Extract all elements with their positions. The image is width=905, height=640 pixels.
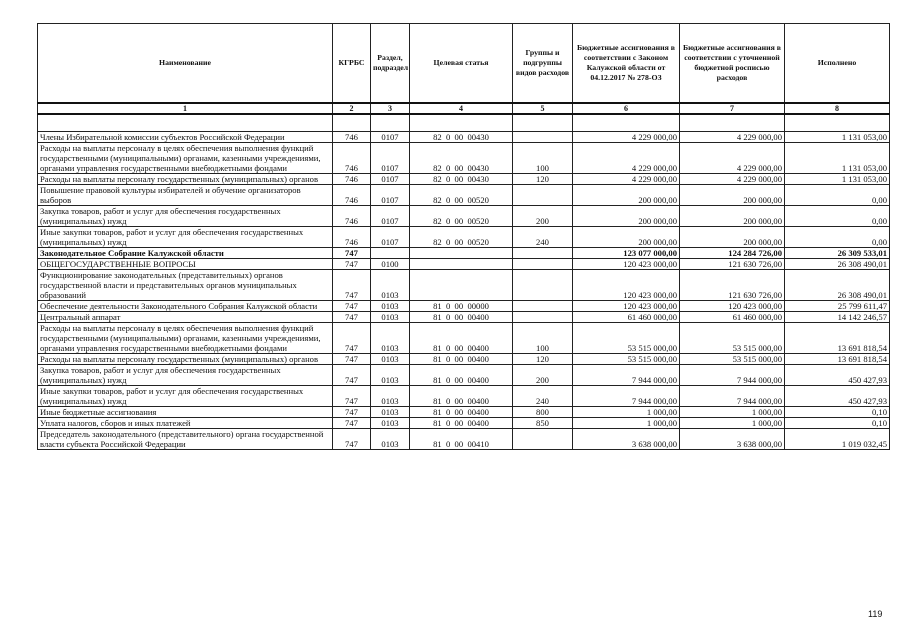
row-name: Расходы на выплаты персоналу в целях обеспечения выполнения функций государственными (муниципальными) органами, казенными учреждениями, органами управления государственными внебюджетными фондами bbox=[38, 143, 333, 174]
row-target-article bbox=[410, 270, 513, 301]
row-name: Расходы на выплаты персоналу государственных (муниципальных) органов bbox=[38, 354, 333, 365]
row-budget-refined: 4 229 000,00 bbox=[680, 132, 785, 143]
row-target-article: 81 0 00 00400 bbox=[410, 407, 513, 418]
header-row bbox=[38, 24, 890, 104]
row-expense-group bbox=[513, 132, 573, 143]
row-kgrbs: 747 bbox=[333, 248, 371, 259]
row-executed: 450 427,93 bbox=[785, 365, 890, 386]
row-name: Расходы на выплаты персоналу государственных (муниципальных) органов bbox=[38, 174, 333, 185]
header-kgrbs: КГРБС bbox=[333, 24, 371, 104]
row-section: 0103 bbox=[371, 301, 410, 312]
row-budget-refined: 200 000,00 bbox=[680, 227, 785, 248]
row-section: 0107 bbox=[371, 132, 410, 143]
row-section: 0103 bbox=[371, 418, 410, 429]
row-kgrbs: 747 bbox=[333, 365, 371, 386]
row-executed: 1 131 053,00 bbox=[785, 132, 890, 143]
row-budget-law: 4 229 000,00 bbox=[573, 174, 680, 185]
row-expense-group: 800 bbox=[513, 407, 573, 418]
row-budget-law: 4 229 000,00 bbox=[573, 132, 680, 143]
row-name: Обеспечение деятельности Законодательного Собрания Калужской области bbox=[38, 301, 333, 312]
row-target-article: 81 0 00 00400 bbox=[410, 365, 513, 386]
row-budget-law: 120 423 000,00 bbox=[573, 301, 680, 312]
row-expense-group: 240 bbox=[513, 227, 573, 248]
row-executed: 1 131 053,00 bbox=[785, 143, 890, 174]
row-target-article: 81 0 00 00400 bbox=[410, 354, 513, 365]
row-kgrbs: 746 bbox=[333, 143, 371, 174]
row-kgrbs: 746 bbox=[333, 174, 371, 185]
row-budget-law: 120 423 000,00 bbox=[573, 259, 680, 270]
header-expense-group: Группы и подгруппы видов расходов bbox=[513, 24, 573, 104]
row-budget-refined: 4 229 000,00 bbox=[680, 174, 785, 185]
row-section: 0103 bbox=[371, 407, 410, 418]
column-number: 7 bbox=[680, 103, 785, 114]
column-number: 4 bbox=[410, 103, 513, 114]
row-kgrbs: 747 bbox=[333, 418, 371, 429]
row-budget-law: 200 000,00 bbox=[573, 206, 680, 227]
row-budget-refined: 1 000,00 bbox=[680, 418, 785, 429]
row-section: 0103 bbox=[371, 429, 410, 450]
row-kgrbs: 747 bbox=[333, 301, 371, 312]
row-target-article: 81 0 00 00400 bbox=[410, 386, 513, 407]
row-budget-refined: 3 638 000,00 bbox=[680, 429, 785, 450]
row-budget-refined: 7 944 000,00 bbox=[680, 365, 785, 386]
table-row bbox=[38, 323, 890, 354]
row-executed: 26 308 490,01 bbox=[785, 270, 890, 301]
table-row bbox=[38, 248, 890, 259]
row-target-article: 82 0 00 00430 bbox=[410, 132, 513, 143]
row-executed: 1 019 032,45 bbox=[785, 429, 890, 450]
row-budget-law: 7 944 000,00 bbox=[573, 386, 680, 407]
row-expense-group bbox=[513, 259, 573, 270]
row-expense-group: 850 bbox=[513, 418, 573, 429]
row-name: Иные закупки товаров, работ и услуг для обеспечения государственных (муниципальных) нужд bbox=[38, 386, 333, 407]
row-budget-law: 200 000,00 bbox=[573, 185, 680, 206]
column-number: 8 bbox=[785, 103, 890, 114]
page-number: 119 bbox=[868, 609, 883, 619]
table-row bbox=[38, 132, 890, 143]
header-executed: Исполнено bbox=[785, 24, 890, 104]
header-target-article: Целевая статья bbox=[410, 24, 513, 104]
row-kgrbs: 746 bbox=[333, 132, 371, 143]
row-budget-law: 120 423 000,00 bbox=[573, 270, 680, 301]
row-name: Расходы на выплаты персоналу в целях обеспечения выполнения функций государственными (муниципальными) органами, казенными учреждениями, органами управления государственными внебюджетными фондами bbox=[38, 323, 333, 354]
row-target-article: 81 0 00 00400 bbox=[410, 418, 513, 429]
row-name: Центральный аппарат bbox=[38, 312, 333, 323]
row-target-article bbox=[410, 248, 513, 259]
row-kgrbs: 747 bbox=[333, 354, 371, 365]
row-expense-group bbox=[513, 429, 573, 450]
table-row bbox=[38, 259, 890, 270]
row-kgrbs: 747 bbox=[333, 270, 371, 301]
row-budget-refined: 200 000,00 bbox=[680, 206, 785, 227]
row-executed: 0,10 bbox=[785, 407, 890, 418]
row-target-article: 81 0 00 00400 bbox=[410, 323, 513, 354]
row-expense-group bbox=[513, 248, 573, 259]
row-budget-law: 3 638 000,00 bbox=[573, 429, 680, 450]
row-target-article: 81 0 00 00000 bbox=[410, 301, 513, 312]
table-row bbox=[38, 206, 890, 227]
row-section bbox=[371, 248, 410, 259]
header-budget-law: Бюджетные ассигнования в соответствии с Законом Калужской области от 04.12.2017 № 278-ОЗ bbox=[573, 24, 680, 104]
row-section: 0103 bbox=[371, 270, 410, 301]
row-kgrbs: 747 bbox=[333, 429, 371, 450]
row-section: 0103 bbox=[371, 312, 410, 323]
row-expense-group: 120 bbox=[513, 174, 573, 185]
column-number: 3 bbox=[371, 103, 410, 114]
table-row bbox=[38, 174, 890, 185]
row-budget-law: 53 515 000,00 bbox=[573, 354, 680, 365]
column-number: 5 bbox=[513, 103, 573, 114]
row-executed: 450 427,93 bbox=[785, 386, 890, 407]
table-row bbox=[38, 354, 890, 365]
column-number: 2 bbox=[333, 103, 371, 114]
row-expense-group bbox=[513, 312, 573, 323]
row-executed: 25 799 611,47 bbox=[785, 301, 890, 312]
row-budget-law: 200 000,00 bbox=[573, 227, 680, 248]
row-section: 0107 bbox=[371, 143, 410, 174]
row-executed: 26 309 533,01 bbox=[785, 248, 890, 259]
row-expense-group: 100 bbox=[513, 143, 573, 174]
row-section: 0107 bbox=[371, 206, 410, 227]
column-number: 1 bbox=[38, 103, 333, 114]
row-kgrbs: 747 bbox=[333, 323, 371, 354]
table-row bbox=[38, 386, 890, 407]
row-executed: 13 691 818,54 bbox=[785, 323, 890, 354]
row-budget-law: 61 460 000,00 bbox=[573, 312, 680, 323]
row-section: 0103 bbox=[371, 354, 410, 365]
table-row bbox=[38, 418, 890, 429]
row-name: Повышение правовой культуры избирателей и обучение организаторов выборов bbox=[38, 185, 333, 206]
header-section: Раздел, подраздел bbox=[371, 24, 410, 104]
row-section: 0107 bbox=[371, 174, 410, 185]
row-kgrbs: 747 bbox=[333, 312, 371, 323]
row-target-article: 82 0 00 00430 bbox=[410, 143, 513, 174]
row-name: Иные закупки товаров, работ и услуг для обеспечения государственных (муниципальных) нужд bbox=[38, 227, 333, 248]
table-row bbox=[38, 227, 890, 248]
row-section: 0103 bbox=[371, 323, 410, 354]
row-budget-refined: 1 000,00 bbox=[680, 407, 785, 418]
table-row bbox=[38, 185, 890, 206]
row-kgrbs: 746 bbox=[333, 227, 371, 248]
row-kgrbs: 747 bbox=[333, 386, 371, 407]
row-name: Председатель законодательного (представительного) органа государственной власти субъекта Российской Федерации bbox=[38, 429, 333, 450]
row-budget-law: 123 077 000,00 bbox=[573, 248, 680, 259]
row-name: Функционирование законодательных (представительных) органов государственной власти и представительных органов муниципальных образований bbox=[38, 270, 333, 301]
row-budget-refined: 121 630 726,00 bbox=[680, 259, 785, 270]
row-executed: 0,00 bbox=[785, 206, 890, 227]
row-kgrbs: 746 bbox=[333, 185, 371, 206]
row-expense-group: 200 bbox=[513, 206, 573, 227]
row-budget-refined: 7 944 000,00 bbox=[680, 386, 785, 407]
row-expense-group: 100 bbox=[513, 323, 573, 354]
row-executed: 0,10 bbox=[785, 418, 890, 429]
row-budget-refined: 53 515 000,00 bbox=[680, 354, 785, 365]
row-executed: 14 142 246,57 bbox=[785, 312, 890, 323]
row-section: 0107 bbox=[371, 185, 410, 206]
row-target-article: 81 0 00 00400 bbox=[410, 312, 513, 323]
row-target-article bbox=[410, 259, 513, 270]
header-name: Наименование bbox=[38, 24, 333, 104]
row-section: 0100 bbox=[371, 259, 410, 270]
row-executed: 0,00 bbox=[785, 227, 890, 248]
column-number: 6 bbox=[573, 103, 680, 114]
header-budget-refined: Бюджетные ассигнования в соответствии с уточненной бюджетной росписью расходов bbox=[680, 24, 785, 104]
table-row bbox=[38, 429, 890, 450]
row-expense-group bbox=[513, 185, 573, 206]
row-expense-group: 120 bbox=[513, 354, 573, 365]
row-name: Закупка товаров, работ и услуг для обеспечения государственных (муниципальных) нужд bbox=[38, 365, 333, 386]
row-expense-group: 200 bbox=[513, 365, 573, 386]
row-executed: 1 131 053,00 bbox=[785, 174, 890, 185]
table-row bbox=[38, 270, 890, 301]
row-kgrbs: 747 bbox=[333, 259, 371, 270]
row-target-article: 82 0 00 00520 bbox=[410, 206, 513, 227]
spacer-row bbox=[38, 114, 890, 132]
row-target-article: 81 0 00 00410 bbox=[410, 429, 513, 450]
table-row bbox=[38, 143, 890, 174]
row-executed: 13 691 818,54 bbox=[785, 354, 890, 365]
budget-table bbox=[37, 23, 890, 450]
table-row bbox=[38, 407, 890, 418]
table-row bbox=[38, 365, 890, 386]
row-budget-law: 53 515 000,00 bbox=[573, 323, 680, 354]
row-kgrbs: 746 bbox=[333, 206, 371, 227]
row-budget-refined: 124 284 726,00 bbox=[680, 248, 785, 259]
row-executed: 0,00 bbox=[785, 185, 890, 206]
table-row bbox=[38, 312, 890, 323]
table-row bbox=[38, 301, 890, 312]
row-budget-refined: 200 000,00 bbox=[680, 185, 785, 206]
row-target-article: 82 0 00 00520 bbox=[410, 227, 513, 248]
row-budget-refined: 4 229 000,00 bbox=[680, 143, 785, 174]
row-budget-law: 7 944 000,00 bbox=[573, 365, 680, 386]
row-name: Законодательное Собрание Калужской области bbox=[38, 248, 333, 259]
row-name: Члены Избирательной комиссии субъектов Российской Федерации bbox=[38, 132, 333, 143]
row-budget-refined: 121 630 726,00 bbox=[680, 270, 785, 301]
row-name: Уплата налогов, сборов и иных платежей bbox=[38, 418, 333, 429]
row-budget-refined: 53 515 000,00 bbox=[680, 323, 785, 354]
row-target-article: 82 0 00 00520 bbox=[410, 185, 513, 206]
row-kgrbs: 747 bbox=[333, 407, 371, 418]
row-budget-law: 4 229 000,00 bbox=[573, 143, 680, 174]
row-name: ОБЩЕГОСУДАРСТВЕННЫЕ ВОПРОСЫ bbox=[38, 259, 333, 270]
row-expense-group: 240 bbox=[513, 386, 573, 407]
row-name: Иные бюджетные ассигнования bbox=[38, 407, 333, 418]
row-section: 0107 bbox=[371, 227, 410, 248]
row-budget-law: 1 000,00 bbox=[573, 418, 680, 429]
row-expense-group bbox=[513, 270, 573, 301]
row-expense-group bbox=[513, 301, 573, 312]
row-budget-refined: 120 423 000,00 bbox=[680, 301, 785, 312]
column-number-row bbox=[38, 103, 890, 114]
row-executed: 26 308 490,01 bbox=[785, 259, 890, 270]
row-section: 0103 bbox=[371, 386, 410, 407]
row-section: 0103 bbox=[371, 365, 410, 386]
row-budget-law: 1 000,00 bbox=[573, 407, 680, 418]
row-name: Закупка товаров, работ и услуг для обеспечения государственных (муниципальных) нужд bbox=[38, 206, 333, 227]
row-budget-refined: 61 460 000,00 bbox=[680, 312, 785, 323]
row-target-article: 82 0 00 00430 bbox=[410, 174, 513, 185]
